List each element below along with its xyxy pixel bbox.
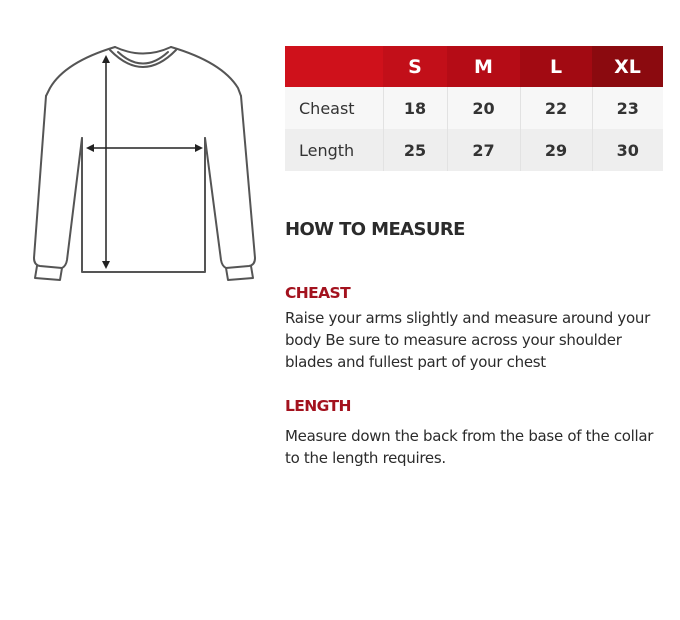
header-label-cell [285, 46, 383, 87]
cell-value: 27 [447, 129, 520, 171]
size-header-row [285, 46, 663, 87]
sweatshirt-diagram [0, 0, 270, 300]
cell-value: 23 [592, 87, 663, 129]
body-outline [82, 138, 205, 272]
how-to-measure-title: HOW TO MEASURE [285, 219, 465, 240]
length-instructions: Measure down the back from the base of the collar to the length requires. [285, 427, 654, 467]
cell-value: 20 [447, 87, 520, 129]
size-chart-table [285, 46, 663, 171]
cell-value: 30 [592, 129, 663, 171]
table-row-length [285, 129, 663, 171]
size-header-xl: XL [592, 46, 663, 87]
size-header-m: M [447, 46, 520, 87]
size-header-s: S [383, 46, 447, 87]
row-label: Cheast [285, 87, 383, 129]
row-label: Length [285, 129, 383, 171]
cell-value: 18 [383, 87, 447, 129]
table-row-chest [285, 87, 663, 129]
size-header-l: L [520, 46, 592, 87]
cell-value: 22 [520, 87, 592, 129]
cell-value: 29 [520, 129, 592, 171]
length-heading: LENGTH [285, 397, 351, 415]
right-shoulder [171, 47, 241, 96]
chest-instructions: Raise your arms slightly and measure around your body Be sure to measure across your shoulder blades and fullest part of your chest [285, 309, 650, 371]
chest-heading: CHEAST [285, 284, 351, 302]
left-shoulder [46, 47, 115, 96]
cell-value: 25 [383, 129, 447, 171]
